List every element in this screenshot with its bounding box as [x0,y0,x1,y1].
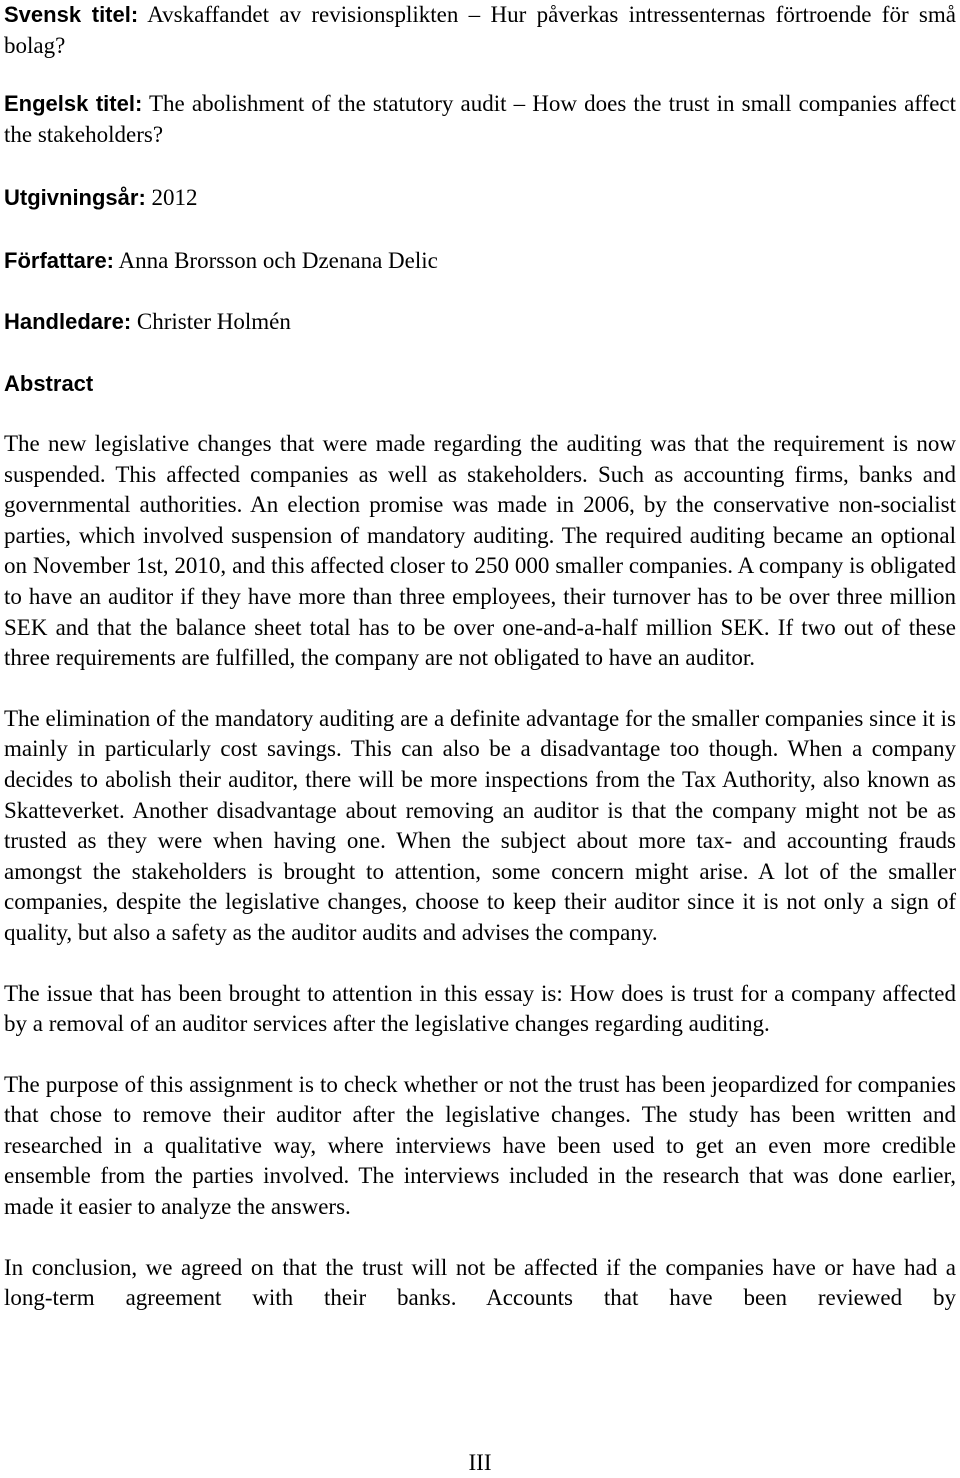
english-title-value: The abolishment of the statutory audit – How does the trust in small companies affect the stakeholders? [4,91,956,147]
publication-year-value: 2012 [145,185,198,210]
publication-year-label: Utgivningsår: [4,185,146,210]
supervisor-label: Handledare: [4,309,132,334]
abstract-paragraph-1: The new legislative changes that were made regarding the auditing was that the requirement is now suspended. This affected companies as well as stakeholders. Such as accounting firms, banks and governmental authorities. An election promise was made in 2006, by the conservative non-socialist parties, which involved suspension of mandatory auditing. The required auditing became an optional on November 1st, 2010, and this affected closer to 250 000 smaller companies. A company is obligated to have an auditor if they have more than three employees, their turnover has to be over three million SEK and that the balance sheet total has to be over one-and-a-half million SEK. If two out of these three requirements are fulfilled, the company are not obligated to have an auditor. [4,431,956,671]
supervisor-value: Christer Holmén [131,309,291,334]
english-title-label: Engelsk titel: [4,91,143,116]
abstract-paragraph-3: The issue that has been brought to attention in this essay is: How does is trust for a company affected by a removal of an auditor services after the legislative changes regarding auditing. [4,980,956,1037]
authors-label: Författare: [4,247,115,273]
english-title [4,89,956,150]
abstract-paragraph-4: The purpose of this assignment is to check whether or not the trust has been jeopardized for companies that chose to remove their auditor after the legislative changes. The study has been written and researched in a qualitative way, where interviews have been used to get an even more credible ensemble from the parties involved. The interviews included in the research that was done earlier, made it easier to analyze the answers. [4,1071,956,1220]
swedish-title-label: Svensk titel: [4,2,139,27]
abstract-paragraph-2: The elimination of the mandatory auditing are a definite advantage for the smaller companies since it is mainly in particularly cost savings. This can also be a disadvantage too though. When a company decides to abolish their auditor, there will be more inspections from the Tax Authority, also known as Skatteverket. Another disadvantage about removing an auditor is that the company might not be as trusted as they were when having one. When the subject about more tax- and accounting frauds amongst the stakeholders is brought to attention, some concern might arise. A lot of the smaller companies, despite the legislative changes, choose to keep their auditor since it is not only a sign of quality, but also a safety as the auditor audits and advises the company. [4,705,956,945]
authors-value: Anna Brorsson och Dzenana Delic [114,247,438,273]
supervisor [4,307,956,338]
authors [4,246,956,277]
swedish-title-value: Avskaffandet av revisionsplikten – Hur påverkas intressenternas förtroende för små bolag? [4,2,956,58]
swedish-title [4,0,956,61]
document-page [4,0,956,1314]
publication-year [4,183,956,214]
abstract-heading: Abstract [4,370,94,396]
page-number: III [468,1450,492,1475]
abstract-paragraph-5: In conclusion, we agreed on that the trust will not be affected if the companies have or have had a long-term agreement with their banks. Accounts that have been reviewed by [4,1254,956,1311]
